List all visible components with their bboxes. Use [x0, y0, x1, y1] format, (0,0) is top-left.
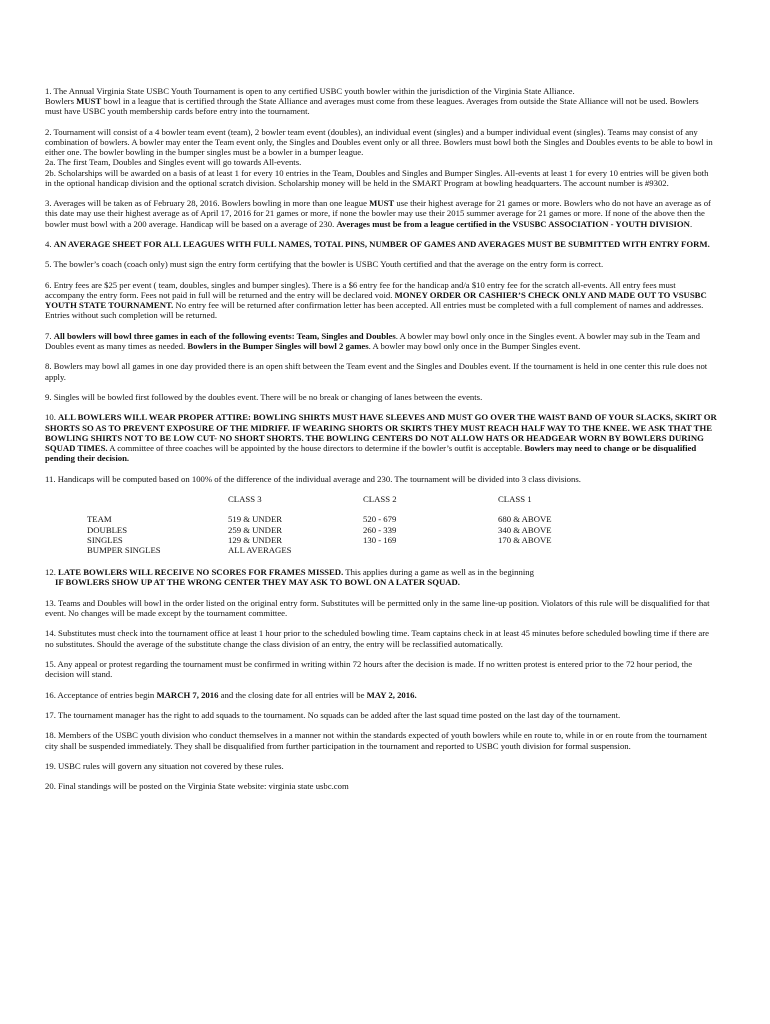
rule-line: [45, 259, 717, 269]
rule-line: [45, 127, 717, 158]
rule-19: [45, 761, 717, 771]
text: 16. Acceptance of entries begin: [45, 689, 157, 700]
rule-line: [45, 710, 717, 720]
table-cell: TEAM: [87, 514, 112, 525]
text: 20. Final standings will be posted on the Virginia State website: virginia state usbc.com: [45, 781, 349, 792]
bold-text: MAY 2, 2016.: [366, 689, 417, 700]
table-cell: 170 & ABOVE: [498, 534, 552, 545]
table-header-row: [87, 494, 618, 514]
rule-4: [45, 239, 717, 249]
rule-6: [45, 280, 717, 321]
rule-1: [45, 86, 717, 117]
table-row: [87, 525, 618, 535]
rule-18: [45, 730, 717, 750]
table-row: [87, 545, 618, 555]
text: 3. Averages will be taken as of February 28, 2016. Bowlers bowling in more than one league: [45, 198, 370, 209]
bold-text: IF BOWLERS SHOW UP AT THE WRONG CENTER THEY MAY ASK TO BOWL ON A LATER SQUAD.: [55, 577, 460, 588]
bold-text: Averages must be from a league certified in the VSUSBC ASSOCIATION - YOUTH DIVISION: [336, 218, 690, 229]
rule-line: [45, 781, 717, 791]
text: Bowlers: [45, 96, 77, 107]
table-cell: 129 & UNDER: [228, 534, 283, 545]
text: 15. Any appeal or protest regarding the tournament must be confirmed in writing within 72 hours after the decision is made. If no written protest is entered prior to the 72 hour period, the decision will stand.: [45, 658, 693, 680]
text: 8. Bowlers may bowl all games in one day provided there is an open shift between the Team event and the Singles and Doubles event. If the tournament is held in one center this rule does not apply.: [45, 361, 708, 382]
text: 2. Tournament will consist of a 4 bowler team event (team), 2 bowler team event (doubles), an individual event (singles) and a bumper individual event (singles). Teams may consist of any combination of bowlers. A bowler may enter the Team event only, the Singles and Doubles event only or all three. Bowlers must bowl both the Singles and Doubles events to be able to bowl in either one. The bowler bowling in the bumper singles must be a bowler in a bumper league.: [45, 126, 713, 158]
rule-line: [45, 280, 717, 321]
text: 4.: [45, 239, 54, 249]
table-cell: 680 & ABOVE: [498, 514, 552, 525]
text: 17. The tournament manager has the right to add squads to the tournament. No squads can be added after the last squad time posted on the last day of the tournament.: [45, 709, 621, 720]
table-cell: 519 & UNDER: [228, 514, 283, 525]
table-cell: ALL AVERAGES: [228, 544, 292, 555]
rule-20: [45, 781, 717, 791]
table-cell: 340 & ABOVE: [498, 524, 552, 535]
table-cell: CLASS 3: [228, 493, 262, 504]
text: 12.: [45, 567, 59, 578]
rule-10: [45, 412, 717, 463]
table-cell: 260 - 339: [363, 524, 397, 535]
text: No entry fee will be returned after confirmation letter has been accepted. All entries must be completed with a full complement of names and addresses. Entries without such completion will be returned.: [45, 300, 704, 321]
rule-line: [45, 567, 717, 577]
rule-line: [45, 730, 717, 750]
table-cell: [87, 494, 228, 514]
table-row: [87, 514, 618, 524]
table-cell: 520 - 679: [363, 514, 397, 525]
rule-13: [45, 598, 717, 618]
table-cell: 259 & UNDER: [228, 524, 283, 535]
rule-line: [45, 239, 717, 249]
rule-15: [45, 659, 717, 679]
rule-16: [45, 690, 717, 700]
text: . A bowler may bowl only once in the Singles event. A bowler may sub in the Team and Doubles event as many times as needed.: [45, 330, 700, 351]
rule-12: [45, 567, 717, 587]
rule-17: [45, 710, 717, 720]
bold-text: Bowlers in the Bumper Singles will bowl 2 games: [187, 340, 369, 351]
rule-line: [45, 474, 717, 484]
table-cell: 130 - 169: [363, 534, 397, 545]
bold-text: LATE BOWLERS WILL RECEIVE NO SCORES FOR FRAMES MISSED.: [58, 567, 344, 578]
text: 18. Members of the USBC youth division who conduct themselves in a manner not within the standards expected of youth bowlers while en route to, while in or en route from the tournament city shall be suspended immediately. They shall be disqualified from further participation in the tournament and reported to USBC youth division for formal suspension.: [45, 730, 708, 751]
text: 14. Substitutes must check into the tournament office at least 1 hour prior to the scheduled bowling time. Team captains check in at least 45 minutes before scheduled bowling time if there are no substitutes. Should the average of the substitute change the class division of an entry, the entry will be reclassified automatically.: [45, 628, 709, 649]
rule-line: [45, 392, 717, 402]
text: 1. The Annual Virginia State USBC Youth Tournament is open to any certified USBC youth bowler within the jurisdiction of the Virginia State Alliance.: [45, 86, 575, 96]
text: 19. USBC rules will govern any situation not covered by these rules.: [45, 760, 284, 771]
rule-2: [45, 127, 717, 188]
table-cell: CLASS 1: [498, 493, 532, 504]
table-cell: CLASS 2: [363, 493, 397, 504]
rule-line: [45, 628, 717, 648]
text: A committee of three coaches will be appointed by the house directors to determine if the bowler’s outfit is acceptable.: [107, 442, 525, 453]
rule-3: [45, 198, 717, 229]
text: 5. The bowler’s coach (coach only) must sign the entry form certifying that the bowler is USBC Youth certified and that the average on the entry form is correct.: [45, 259, 604, 270]
text: 6. Entry fees are $25 per event ( team, doubles, singles and bumper singles). There is a $6 entry fee for the handicap and/a $10 entry fee for the scratch all-events. All entry fees must accompany the entry form. Fees not paid in full will be returned and the entry will be declared void.: [45, 279, 676, 300]
rule-8: [45, 361, 717, 381]
table-cell: [363, 545, 498, 555]
text: 9. Singles will be bowled first followed by the doubles event. There will be no break or changing of lanes between the events.: [45, 391, 483, 402]
rule-9: [45, 392, 717, 402]
rule-line: [45, 168, 717, 188]
rule-11: [45, 474, 717, 484]
text: 13. Teams and Doubles will bowl in the order listed on the original entry form. Substitutes will be permitted only in the same line-up position. Violators of this rule will be disqualified for that event. No changes will be made except by the tournament committee.: [45, 597, 710, 618]
table-cell: SINGLES: [87, 534, 123, 545]
rule-line: [45, 598, 717, 618]
text: 11. Handicaps will be computed based on 100% of the difference of the individual average and 230. The tournament will be divided into 3 class divisions.: [45, 473, 581, 484]
rule-5: [45, 259, 717, 269]
text: use their highest average for 21 games or more. Bowlers who do not have an average as of this date may use their highest average as of April 17, 2016 for 21 games or more, if none the bowler may use their 2015 summer average for 21 games or more. If none of the above then the bowler must bowl with a 200 average. Handicap will be based on a average of 230.: [45, 198, 711, 229]
table-cell: [498, 545, 618, 555]
rule-line: [45, 412, 717, 463]
text: .: [689, 218, 693, 229]
rule-line: [45, 577, 717, 587]
rule-line: [45, 86, 717, 96]
bold-text: MUST: [76, 96, 102, 107]
bold-text: Bowlers may need to change or be disqualified pending their decision.: [45, 442, 697, 464]
text: . A bowler may bowl only once in the Bumper Singles event.: [368, 340, 581, 351]
text: 10.: [45, 412, 59, 423]
text: and the closing date for all entries will be: [218, 689, 367, 700]
table-row: [87, 535, 618, 545]
bold-text: AN AVERAGE SHEET FOR ALL LEAGUES WITH FULL NAMES, TOTAL PINS, NUMBER OF GAMES AND AVERAGES MUST BE SUBMITTED WITH ENTRY FORM.: [53, 239, 710, 249]
text: 7.: [45, 330, 54, 341]
rule-line: [45, 659, 717, 679]
text: 2a. The first Team, Doubles and Singles event will go towards All-events.: [45, 157, 302, 168]
class-division-table: [87, 494, 618, 555]
text: This applies during a game as well as in the beginning: [343, 567, 534, 578]
rule-line: [45, 761, 717, 771]
rule-14: [45, 628, 717, 648]
table-cell: DOUBLES: [87, 524, 128, 535]
rule-line: [45, 331, 717, 351]
bold-text: All bowlers will bowl three games in each of the following events: Team, Singles and Doubles: [53, 330, 396, 341]
rule-7: [45, 331, 717, 351]
rule-line: [45, 690, 717, 700]
bold-text: MUST: [369, 198, 395, 209]
bold-text: ALL BOWLERS WILL WEAR PROPER ATTIRE: BOWLING SHIRTS MUST HAVE SLEEVES AND MUST GO OVER THE WAIST BAND OF YOUR SLACKS, SKIRT OR SHORTS SO AS TO PREVENT EXPOSURE OF THE MIDRIFF. IF WEARING SHORTS OR SKIRTS THEY MUST REACH HALF WAY TO THE KNEE. WE ASK THAT THE BOWLING SHIRTS NOT TO BE LOW CUT- NO SHORT SHORTS. THE BOWLING CENTERS DO NOT ALLOW HATS OR HEADGEAR WORN BY BOWLERS DURING SQUAD TIMES.: [45, 412, 717, 453]
text: bowl in a league that is certified through the State Alliance and averages must come from these leagues. Averages from outside the State Alliance will not be used. Bowlers must have USBC youth membership cards before entry into the tournament.: [45, 96, 699, 117]
text: 2b. Scholarships will be awarded on a basis of at least 1 for every 10 entries in the Team, Doubles and Singles and Bumper Singles. All-events at least 1 for every 10 entries will be given both in the optional handicap division and the optional scratch division. Scholarship money will be held in the SMART Program at bowling headquarters. The account number is #9302.: [45, 167, 709, 188]
rule-line: [45, 157, 717, 167]
bold-text: MONEY ORDER OR CASHIER’S CHECK ONLY AND MADE OUT TO VSUSBC YOUTH STATE TOURNAMENT.: [45, 289, 707, 311]
table-cell: BUMPER SINGLES: [87, 544, 161, 555]
rule-line: [45, 96, 717, 116]
rule-line: [45, 361, 717, 381]
bold-text: MARCH 7, 2016: [156, 689, 219, 700]
rule-line: [45, 198, 717, 229]
tournament-rules-document: [45, 86, 717, 802]
